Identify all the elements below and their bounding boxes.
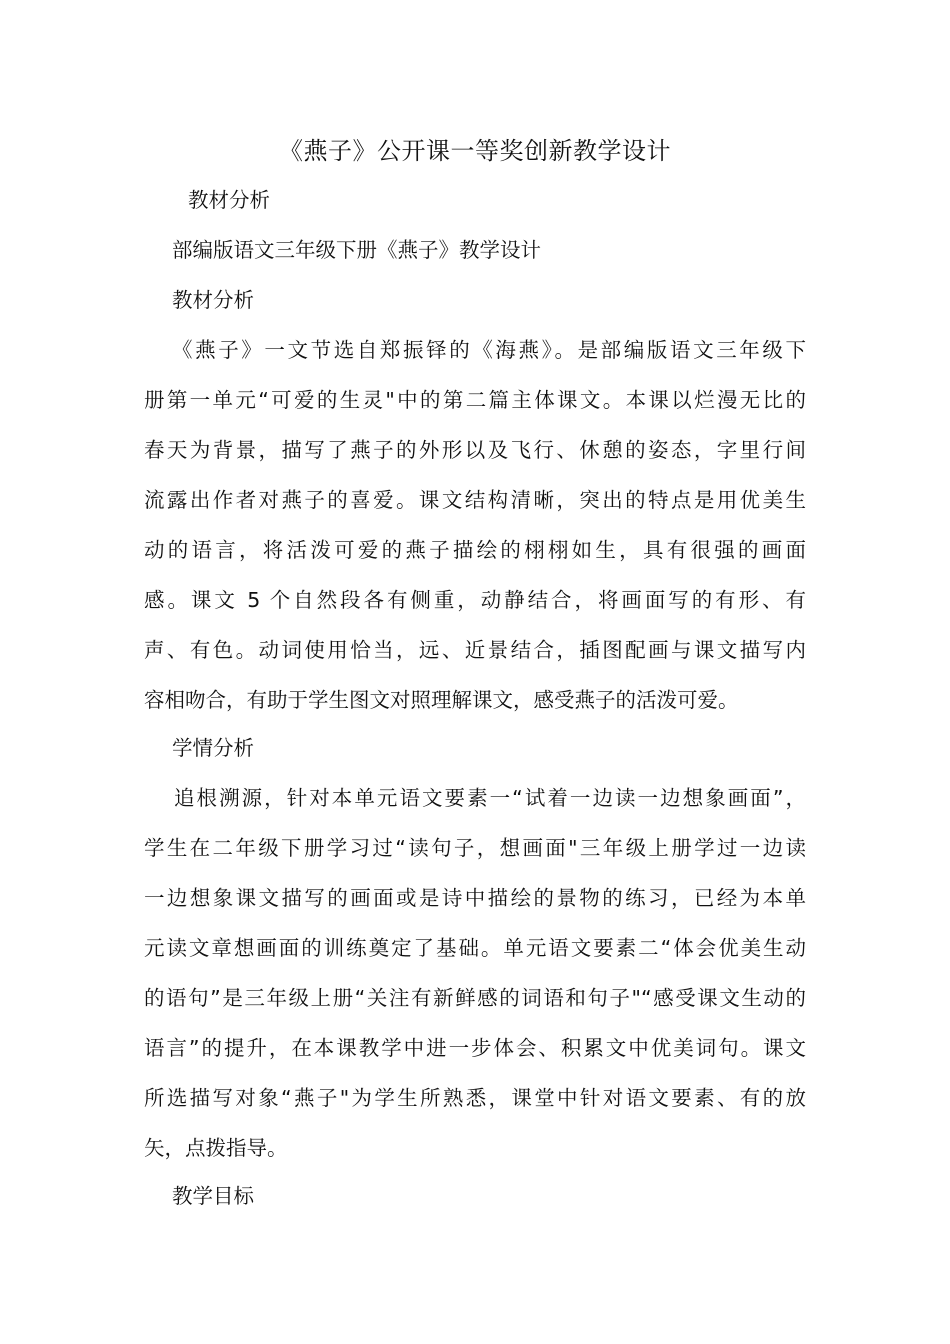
paragraph-textbook-analysis	[144, 325, 806, 725]
paragraph-line: 追根溯源，针对本单元语文要素一“试着一边读一边想象画面”，	[174, 786, 806, 810]
paragraph-line: 语言”的提升，在本课教学中进一步体会、积累文中优美词句。课文	[144, 1036, 806, 1060]
paragraph-line: 矢，点拨指导。	[144, 1136, 288, 1160]
paragraph-learner-analysis	[144, 773, 806, 1173]
paragraph-line: 感。课文 5 个自然段各有侧重，动静结合，将画面写的有形、有	[144, 588, 806, 612]
paragraph-line: 流露出作者对燕子的喜爱。课文结构清晰，突出的特点是用优美生	[144, 488, 806, 512]
section-heading-learner-analysis: 学情分析	[172, 736, 254, 760]
section-heading-textbook-analysis-2: 教材分析	[172, 288, 254, 312]
paragraph-line: 一边想象课文描写的画面或是诗中描绘的景物的练习，已经为本单	[144, 886, 806, 910]
paragraph-line: 容相吻合，有助于学生图文对照理解课文，感受燕子的活泼可爱。	[144, 688, 739, 712]
paragraph-line: 册第一单元“可爱的生灵"中的第二篇主体课文。本课以烂漫无比的	[144, 388, 806, 412]
paragraph-line: 学生在二年级下册学习过“读句子，想画面"三年级上册学过一边读	[144, 836, 806, 860]
paragraph-line: 元读文章想画面的训练奠定了基础。单元语文要素二“体会优美生动	[144, 936, 806, 960]
paragraph-line: 声、有色。动词使用恰当，远、近景结合，插图配画与课文描写内	[144, 638, 806, 662]
document-subtitle: 部编版语文三年级下册《燕子》教学设计	[172, 238, 541, 262]
paragraph-line: 春天为背景，描写了燕子的外形以及飞行、休憩的姿态，字里行间	[144, 438, 806, 462]
paragraph-line: 所选描写对象“燕子"为学生所熟悉，课堂中针对语文要素、有的放	[144, 1086, 806, 1110]
paragraph-line: 的语句”是三年级上册“关注有新鲜感的词语和句子"“感受课文生动的	[144, 986, 806, 1010]
section-heading-teaching-objectives: 教学目标	[172, 1184, 254, 1208]
paragraph-line: 动的语言，将活泼可爱的燕子描绘的栩栩如生，具有很强的画面	[144, 538, 806, 562]
document-title: 《燕子》公开课一等奖创新教学设计	[279, 137, 671, 165]
paragraph-line: 《燕子》一文节选自郑振铎的《海燕》。是部编版语文三年级下	[172, 338, 806, 362]
section-heading-textbook-analysis: 教材分析	[188, 188, 270, 212]
